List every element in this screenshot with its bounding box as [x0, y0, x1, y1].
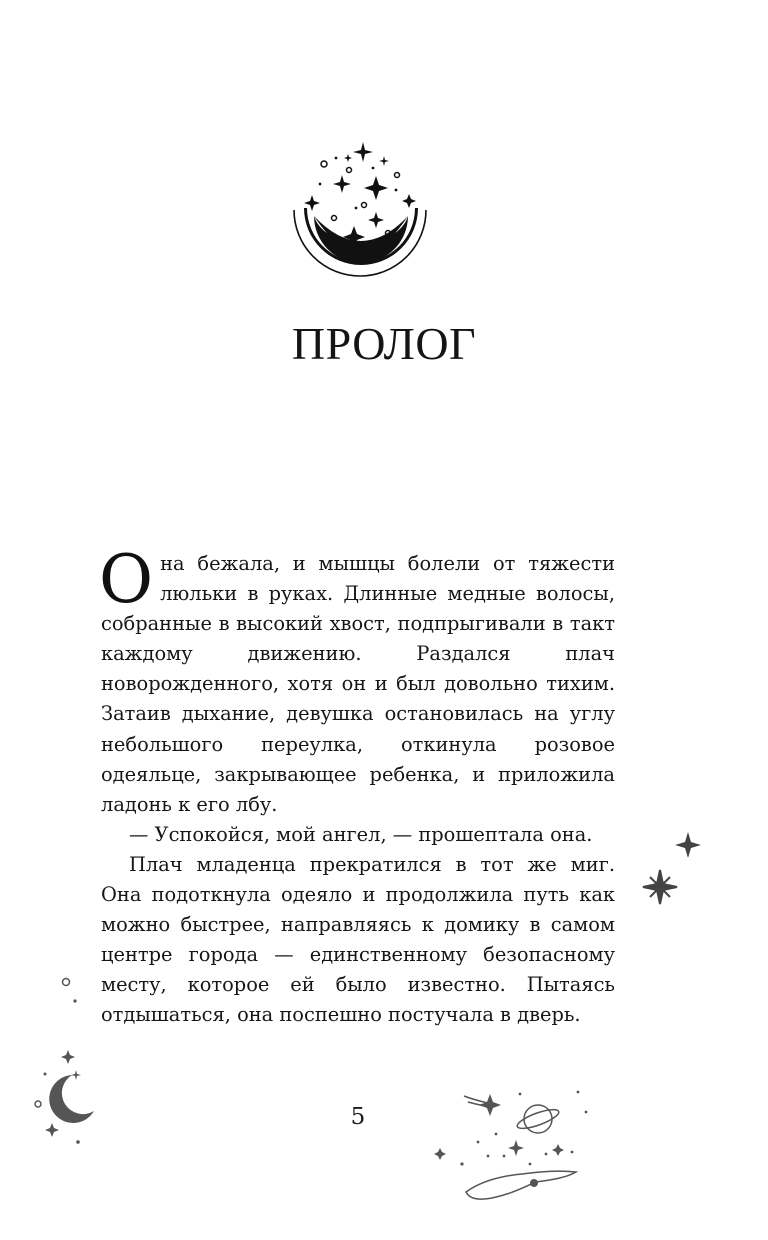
paragraph-text: на бежала, и мышцы болели от тяжести люльки в руках. Длинные медные волосы, собранные в высокий хвост, подпрыгивали в такт каждому движению. Раздался плач новорожденного, хотя он и был довольно тихим. Затаив дыхание, девушка остановилась на углу небольшого переулка, откинула розовое одеяльце, закрывающее ребенка, и приложила ладонь к его лбу. [101, 552, 615, 816]
paragraph [99, 541, 615, 820]
page-number: 5 [350, 1104, 366, 1130]
drop-cap: О [99, 541, 154, 618]
chapter-text [99, 541, 615, 1031]
crescent-moon-icon [28, 970, 108, 1150]
sparkle-star-icon [640, 826, 710, 916]
chapter-title: ПРОЛОГ [291, 318, 477, 369]
paragraph: — Успокойся, мой ангел, — прошептала она. [129, 822, 593, 846]
hand-holding-planet-icon [430, 1082, 590, 1207]
crescent-moon-stars-icon [290, 138, 430, 300]
paragraph: Плач младенца прекратился в тот же миг. Она подоткнула одеяло и продолжила путь как можно быстрее, направляясь к домику в самом центре города — единственному безопасному месту, которое ей было известно. Пытаясь отдышаться, она поспешно постучала в дверь. [101, 852, 615, 1027]
